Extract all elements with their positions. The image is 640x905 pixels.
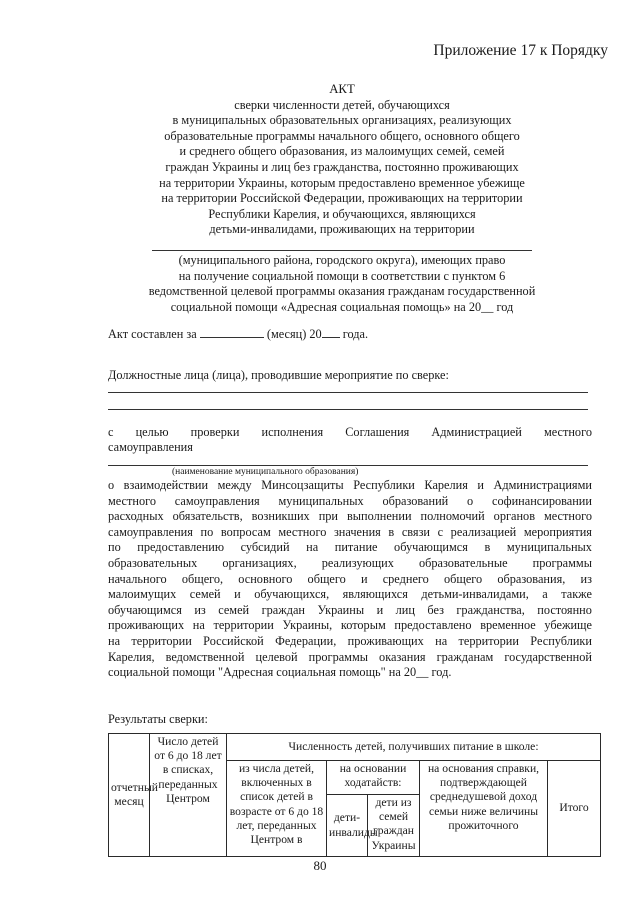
paragraph-word: обучающихся, <box>254 587 330 602</box>
paragraph-word: из <box>580 571 592 586</box>
group-header: Численность детей, получивших питание в школе: <box>227 734 601 761</box>
title-line: (муниципального района, городского округа), имеющих право <box>178 252 506 267</box>
paragraph-word: муниципальных <box>506 540 592 555</box>
paragraph-line <box>108 540 592 556</box>
paragraph-word: Республики <box>353 478 415 492</box>
title-line: Республики Карелия, и обучающихся, являющихся <box>208 206 476 221</box>
paragraph-word: общего <box>443 571 483 586</box>
paragraph-word: возникших <box>251 509 310 524</box>
paragraph-word: постоянно <box>537 602 592 617</box>
col-total-header: Итого <box>548 761 601 857</box>
title-line: на территории Российской Федерации, проживающих на территории <box>161 191 523 206</box>
paragraph-word: и <box>477 478 484 492</box>
paragraph-word: малоимущих <box>108 587 177 602</box>
officials-blank-line <box>108 392 588 393</box>
paragraph-word: проживающих <box>347 633 424 648</box>
paragraph-word: муниципальных <box>278 493 364 508</box>
paragraph-word: при <box>318 509 338 524</box>
purpose-word: Соглашения <box>345 425 410 439</box>
purpose-word: с <box>108 425 114 439</box>
paragraph-word: и <box>234 587 241 602</box>
paragraph-word: общего, <box>181 571 224 586</box>
paragraph-word: среднего <box>382 571 429 586</box>
paragraph-word: гражданства, <box>456 602 525 617</box>
paragraph-word: самоуправления <box>174 493 260 508</box>
paragraph-word: оказания <box>379 649 426 664</box>
title-line: образовательные программы начального общего, основного общего <box>164 128 520 143</box>
paragraph-word: предоставлено <box>394 618 472 633</box>
purpose-word: исполнения <box>261 425 324 439</box>
paragraph-word: территории <box>131 633 192 648</box>
paragraph-line <box>108 650 592 666</box>
paragraph-word: мероприятия <box>523 524 592 539</box>
paragraph-word: на <box>108 633 121 648</box>
paragraph-word: образований <box>382 493 449 508</box>
title-line: на получение социальной помощи в соответствии с пунктом 6 <box>178 268 506 283</box>
paragraph-word: гражданам <box>436 649 494 664</box>
paragraph-word: из <box>194 602 206 617</box>
paragraph-word: на <box>306 540 319 555</box>
paragraph-word: Минсоцзащиты <box>261 478 344 492</box>
month-label: (месяц) 20 <box>266 327 322 341</box>
col-children-header: Число детей от 6 до 18 лет в списках, переданных Центром <box>150 734 227 857</box>
act-made-line <box>108 326 368 342</box>
year-blank <box>322 326 340 338</box>
paragraph-word: программы <box>532 555 592 570</box>
paragraph-line <box>108 634 592 650</box>
paragraph-word: Российской <box>203 633 264 648</box>
purpose-word: проверки <box>190 425 240 439</box>
paragraph-word: в <box>388 524 395 539</box>
paragraph-word: Федерации, <box>275 633 337 648</box>
paragraph-word: выполнении <box>346 509 412 524</box>
year-suffix: года. <box>342 327 369 341</box>
paragraph-line <box>108 572 592 588</box>
paragraph-word: связи <box>401 524 431 539</box>
paragraph-word: организациях, <box>222 555 297 570</box>
paragraph-word: семей <box>218 602 250 617</box>
paragraph-word: детьми-инвалидами, <box>421 587 529 602</box>
paragraph-word: а <box>542 587 548 602</box>
paragraph-word: по <box>200 524 214 539</box>
paragraph-word: временное <box>480 618 536 633</box>
appendix-label: Приложение 17 к Порядку <box>433 42 608 59</box>
paragraph-word: граждан <box>261 602 306 617</box>
paragraph-word: Карелия, <box>108 649 155 664</box>
paragraph-word: и <box>360 571 368 586</box>
paragraph-word: Карелия <box>424 478 468 492</box>
title-line: АКТ <box>329 82 355 96</box>
title-line: на территории Украины, которым предоставлено временное убежище <box>159 175 525 190</box>
purpose-line-2: самоуправления <box>108 440 193 454</box>
paragraph-word: реализацией <box>450 524 517 539</box>
paragraph-word: вопросам <box>220 524 271 539</box>
paragraph-word: в <box>484 540 491 555</box>
title-line: граждан Украины и лиц без гражданства, постоянно проживающих <box>165 159 519 174</box>
paragraph-word: софинансировании <box>492 493 592 508</box>
paragraph-word: субсидий <box>240 540 290 555</box>
paragraph-word: между <box>217 478 252 492</box>
paragraph-word: значения <box>333 524 381 539</box>
paragraph-word: на <box>192 618 205 633</box>
paragraph-word: и <box>376 602 384 617</box>
paragraph-word: территории <box>458 633 519 648</box>
paragraph-word: реализующих <box>321 555 394 570</box>
paragraph-word: питание <box>334 540 378 555</box>
paragraph-word: образования, <box>497 571 566 586</box>
paragraph-word: взаимодействии <box>123 478 209 492</box>
paragraph-word: обучающимся <box>394 540 468 555</box>
paragraph-word: образовательные <box>418 555 508 570</box>
paragraph-word: о <box>108 478 115 492</box>
paragraph-word: предоставлению <box>137 540 225 555</box>
paragraph-word: обучающимся <box>108 602 182 617</box>
col-petition-header: на основании ходатайств: <box>327 761 420 795</box>
paragraph-line <box>108 556 592 572</box>
title-line: в муниципальных образовательных организациях, реализующих <box>172 113 512 128</box>
paragraph-word: ведомственной <box>165 649 245 664</box>
paragraph-word: с <box>437 524 444 539</box>
paragraph-word: являющихся <box>342 587 408 602</box>
paragraph-line <box>108 603 592 619</box>
paragraph-word: основного <box>238 571 293 586</box>
results-label: Результаты сверки: <box>108 712 208 726</box>
paragraph-word: образовательных <box>108 555 198 570</box>
paragraph-word: целевой <box>255 649 298 664</box>
paragraph-word: полномочий <box>420 509 485 524</box>
act-title <box>96 82 588 315</box>
paragraph-word: государственной <box>504 649 592 664</box>
paragraph-word: также <box>561 587 592 602</box>
territory-blank-line <box>152 250 532 251</box>
purpose-line <box>108 425 592 440</box>
page-number: 80 <box>313 858 327 873</box>
paragraph-line <box>108 618 592 634</box>
paragraph-word: проживающих <box>108 618 185 633</box>
officials-blank-line <box>108 409 588 410</box>
paragraph-word: Украины, <box>282 618 333 633</box>
title-line: и среднего общего образования, из малоимущих семей, семей <box>179 144 505 159</box>
paragraph-word: на <box>435 633 448 648</box>
title-line: ведомственной целевой программы оказания гражданам государственной <box>148 284 536 299</box>
month-blank <box>200 326 264 338</box>
col-included-header: из числа детей, включенных в список детей в возрасте от 6 до 18 лет, переданных Центром в <box>227 761 327 857</box>
paragraph-word: семей <box>189 587 221 602</box>
paragraph-word: расходных <box>108 509 164 524</box>
paragraph-word: без <box>427 602 444 617</box>
paragraph-line <box>108 494 592 510</box>
title-line: детьми-инвалидами, проживающих на территории <box>209 222 475 237</box>
officials-label: Должностные лица (лица), проводившие мероприятие по сверке: <box>108 368 449 382</box>
paragraph-word: самоуправления <box>108 524 193 539</box>
purpose-word: Администрацией <box>431 425 522 439</box>
paragraph-word: местного <box>544 509 592 524</box>
paragraph-word: Республики <box>530 633 592 648</box>
paragraph-word: убежище <box>544 618 592 633</box>
paragraph-word: лиц <box>395 602 415 617</box>
paragraph-word: которым <box>340 618 386 633</box>
title-line: сверки численности детей, обучающихся <box>234 97 450 112</box>
purpose-word: целью <box>135 425 169 439</box>
col-ukraine-header: дети из семей граждан Украины <box>368 795 420 857</box>
paragraph-word: начального <box>108 571 167 586</box>
act-made-prefix: Акт составлен за <box>108 327 197 341</box>
col-certificate-header: на основания справки, подтверждающей среднедушевой доход семьи ниже величины прожиточного <box>420 761 548 857</box>
col-month-header: отчетный месяц <box>109 734 150 857</box>
paragraph-word: общего <box>307 571 346 586</box>
paragraph-word: территории <box>213 618 274 633</box>
municipality-caption: (наименование муниципального образования) <box>172 467 359 477</box>
paragraph-word: о <box>467 493 474 508</box>
title-line: социальной помощи «Адресная социальная помощь» на 20__ год <box>170 299 514 314</box>
paragraph-last-line: социальной помощи "Адресная социальная помощь" на 20__ год. <box>108 665 452 680</box>
results-table <box>108 733 601 857</box>
paragraph-line <box>108 509 592 525</box>
paragraph-word: органов <box>493 509 536 524</box>
paragraph-line <box>108 587 592 603</box>
paragraph-word: Администрациями <box>493 478 592 492</box>
paragraph-line <box>108 478 592 494</box>
paragraph-word: по <box>108 540 121 555</box>
paragraph-word: местного <box>278 524 327 539</box>
paragraph-word: обязательств, <box>172 509 243 524</box>
purpose-word: местного <box>543 425 592 439</box>
paragraph-word: местного <box>108 493 156 508</box>
paragraph-word: Украины <box>317 602 365 617</box>
paragraph-word: программы <box>308 649 369 664</box>
municipality-blank-line <box>108 465 588 466</box>
body-paragraph <box>108 478 592 681</box>
col-disabled-header: дети-инвалиды <box>327 795 368 857</box>
paragraph-line <box>108 525 592 541</box>
